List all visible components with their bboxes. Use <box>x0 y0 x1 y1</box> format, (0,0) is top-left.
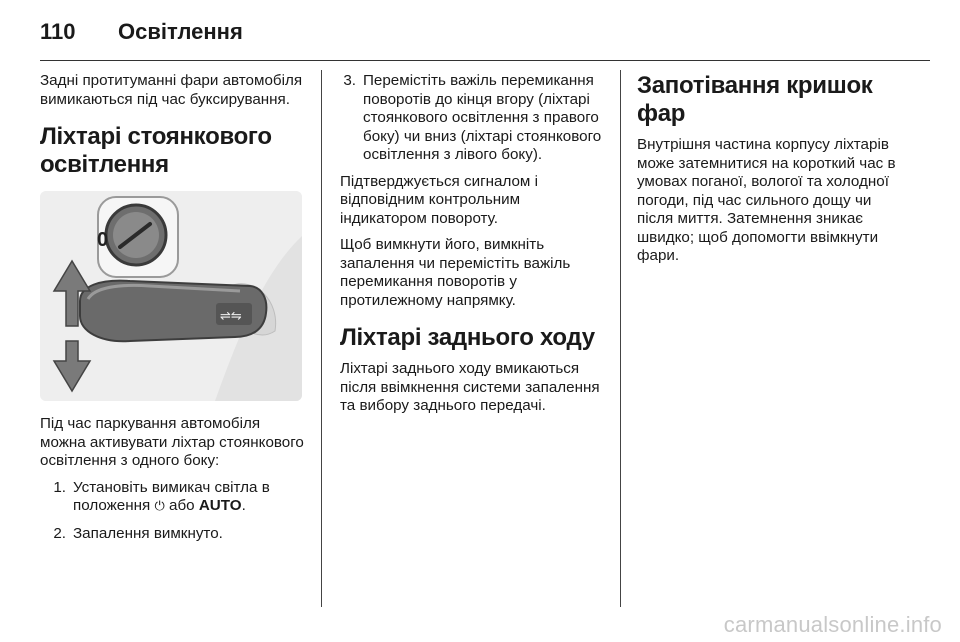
step-1-end: . <box>241 497 246 514</box>
column-divider-2 <box>620 70 621 607</box>
step-1-number: 1. <box>53 478 66 496</box>
step-3-number: 3. <box>343 72 356 89</box>
reversing-lights-paragraph: Ліхтарі заднього ходу вмикаються після ввімкнення системи запалення та вибору заднього передачі. <box>340 360 600 414</box>
step-1-text-b: або <box>169 497 195 514</box>
header-divider <box>40 60 930 61</box>
watermark: carmanualsonline.info <box>723 612 942 637</box>
intro-paragraph: Задні протитуманні фари автомобіля вимикаються під час буксирування. <box>40 72 303 108</box>
column-1 <box>40 72 305 551</box>
column-divider-1 <box>321 70 322 607</box>
light-switch-illustration <box>40 191 302 401</box>
section-title-parking-lights: Ліхтарі стоянкового освітлення <box>40 123 272 178</box>
page-header <box>40 12 243 52</box>
page-title: Освітлення <box>118 19 243 44</box>
step-1 <box>40 479 305 517</box>
step-3 <box>330 72 605 165</box>
step-2-text: Запалення вимкнуто. <box>73 524 223 542</box>
step-1-text <box>73 479 305 517</box>
page-number: 110 <box>40 19 76 44</box>
parking-paragraph: Під час паркування автомобіля можна активувати ліхтар стоянкового освітлення з одного боку: <box>40 415 304 469</box>
step-2 <box>40 525 305 544</box>
step-2-number: 2. <box>53 524 66 542</box>
headlight-fogging-paragraph: Внутрішня частина корпусу ліхтарів може затемнитися на короткий час в умовах поганої, вологої та холодної погоди, під час сильного дощу чи після миття. Затемнення зникає швидко; щоб допомогти ввімкнути фари. <box>637 136 896 264</box>
light-off-symbol-icon: ⏻ <box>154 499 165 514</box>
confirmation-paragraph: Підтверджується сигналом і відповідним контрольним індикатором повороту. <box>340 172 538 227</box>
section-title-headlight-fogging: Запотівання кришок фар <box>637 72 873 127</box>
section-title-reversing-lights: Ліхтарі заднього ходу <box>340 324 595 351</box>
svg-text:⇌⇋: ⇌⇋ <box>220 309 242 324</box>
step-1-text-a: Установіть вимикач світла в положення <box>73 478 270 514</box>
turn-off-paragraph: Щоб вимкнути його, вимкніть запалення чи перемістіть важіль перемикання поворотів у протилежному напрямку. <box>340 236 571 309</box>
step-3-text: Перемістіть важіль перемикання поворотів до кінця вгору (ліхтарі стоянкового освітлення з правого боку) чи вниз (ліхтарі стоянкового освітлення з лівого боку). <box>363 72 602 163</box>
column-3 <box>637 72 907 274</box>
figure-label-zero: 0 <box>97 229 109 251</box>
column-2 <box>340 72 605 424</box>
auto-label: AUTO <box>198 497 242 514</box>
